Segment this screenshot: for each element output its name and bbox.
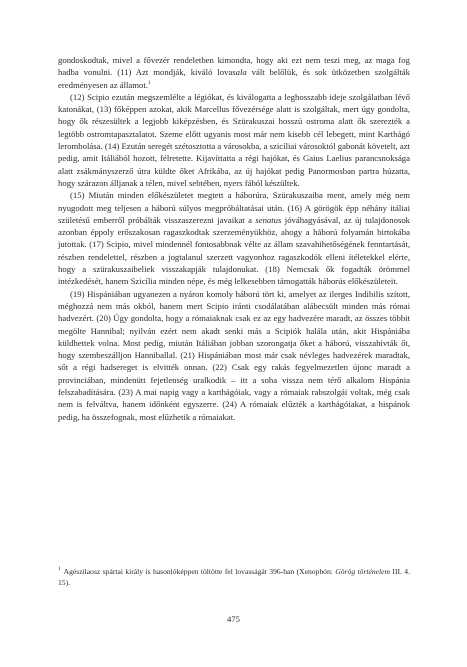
text-segment: jóváhagyásával, az új tulajdonosok azonban éppoly erőszakosan ragaszkodtak szerzeményükhöz, ahogy a háború folyamán birtokába jutottak. (17) Scipio, mivel mindennél fontosabbnak vélte az állam szavahihetőségének fenntartását, részben rendelettel, részben a jogtalanul szerzett vagyonhoz ragaszkodók elleni ítéletekkel elérte, hogy a szürakuszaibeliek visszakapják tulajdonukat. (18) Nemcsak ők fogadták örömmel intézkedését, hanem Szicília minden népe, és még lelkesebben támogatták háborús előkészületeit. xyxy=(58,214,411,287)
footnote xyxy=(58,567,410,589)
paragraph xyxy=(58,189,410,287)
text-segment: (15) Miután minden előkészületet megtett a háborúra, Szürakuszaiba ment, amely még nem nyugodott meg teljesen a háború súlyos megpróbáltatásai után. (16) A görögök épp néhány itáliai születésű emberről próbálták visszaszerezni javaikat a xyxy=(58,190,410,225)
footnote-italic-title: Görög történelem xyxy=(335,567,390,576)
main-text xyxy=(58,54,410,423)
page-number: 475 xyxy=(227,614,240,624)
paragraph xyxy=(58,288,410,423)
italic-segment: ala xyxy=(235,67,247,78)
footnote-text: Agészilaosz spártai király is hasonlóképpen töltötte fel lovasságát 396-ban (Xenophón: xyxy=(63,567,336,576)
text-segment: (12) Scipio ezután megszemlélte a légiókat, és kiválogatta a leghosszabb ideje szolgálatban lévő katonákat, (13) főképpen azokat, akik Marcellus fővezérsége alatt is szolgáltak, mert úgy gondolta, hogy ők részesültek a legjobb kiképzésben, és Szürakuszai hosszú ostroma alatt ők szerezték a legtöbb ostromtapasztalatot. Szeme előtt ugyanis most már nem kisebb cél lebegett, mint Karthágó lerombolása. (14) Ezután seregét szétosztotta a városokba, a szicíliai városoktól gabonát követelt, azt pedig, amit Itáliából hozott, félretette. Kijavíttatta a régi hajókat, és Gaius Laelius parancsnoksága alatt zsákmányszerző útra küldte őket Afrikába, az új hajókat pedig Panormosban partra húzatta, hogy szárazon álljanak a télen, mivel sebtében, nyers fából készültek. xyxy=(58,91,410,188)
italic-segment: senatus xyxy=(255,214,282,225)
paragraph xyxy=(58,91,410,189)
footnote-marker: 1 xyxy=(58,566,61,573)
text-segment: vált belőlük, és sok ütközetben szolgálták eredményesen az államot. xyxy=(58,67,410,90)
paragraph-continuation xyxy=(58,54,410,91)
text-segment: gondoskodtak, mivel a fővezér rendeletben kimondta, hogy aki ezt nem teszi meg, az maga fog hadba vonulni. (11) Azt mondják, kiváló lovas xyxy=(58,55,410,78)
footnote-reference: 1 xyxy=(147,79,151,86)
text-segment: (19) Hispániában ugyanezen a nyáron komoly háború tört ki, amelyet az ilerges Indibilis szított, méghozzá nem más okból, hanem mert Scipio iránti csodálatában alábecsült minden más római hadvezért. (20) Úgy gondolta, hogy a rómaiaknak csak ez az egy hadvezére maradt, az összes többit megölte Hannibal; nyilván ezért nem akadt senki más a Scipiók halála után, akit Hispániába küldhettek volna. Most pedig, miután Itáliában jobban szorongatja őket a háború, visszahívták őt, hogy szembeszálljon Hanniballal. (21) Hispániában most már csak névleges hadvezérek maradtak, sőt a régi hadsereget is elvitték onnan. (22) Csak egy rakás fegyelmezetlen újonc maradt a provinciában, mindenütt fejetlenség uralkodik – itt a soha vissza nem térő alkalom Hispánia felszabadítására. (23) A mai napig vagy a karthágóiak, vagy a rómaiak rabszolgái voltak, még csak nem is felváltva, hanem időnként egyszerre. (24) A rómaiak elűzték a karthágóiakat, a hispánok pedig, ha összefognak, most elűzhetik a rómaiakat. xyxy=(58,288,410,422)
footnote-text: III. 4. 15). xyxy=(58,567,411,587)
